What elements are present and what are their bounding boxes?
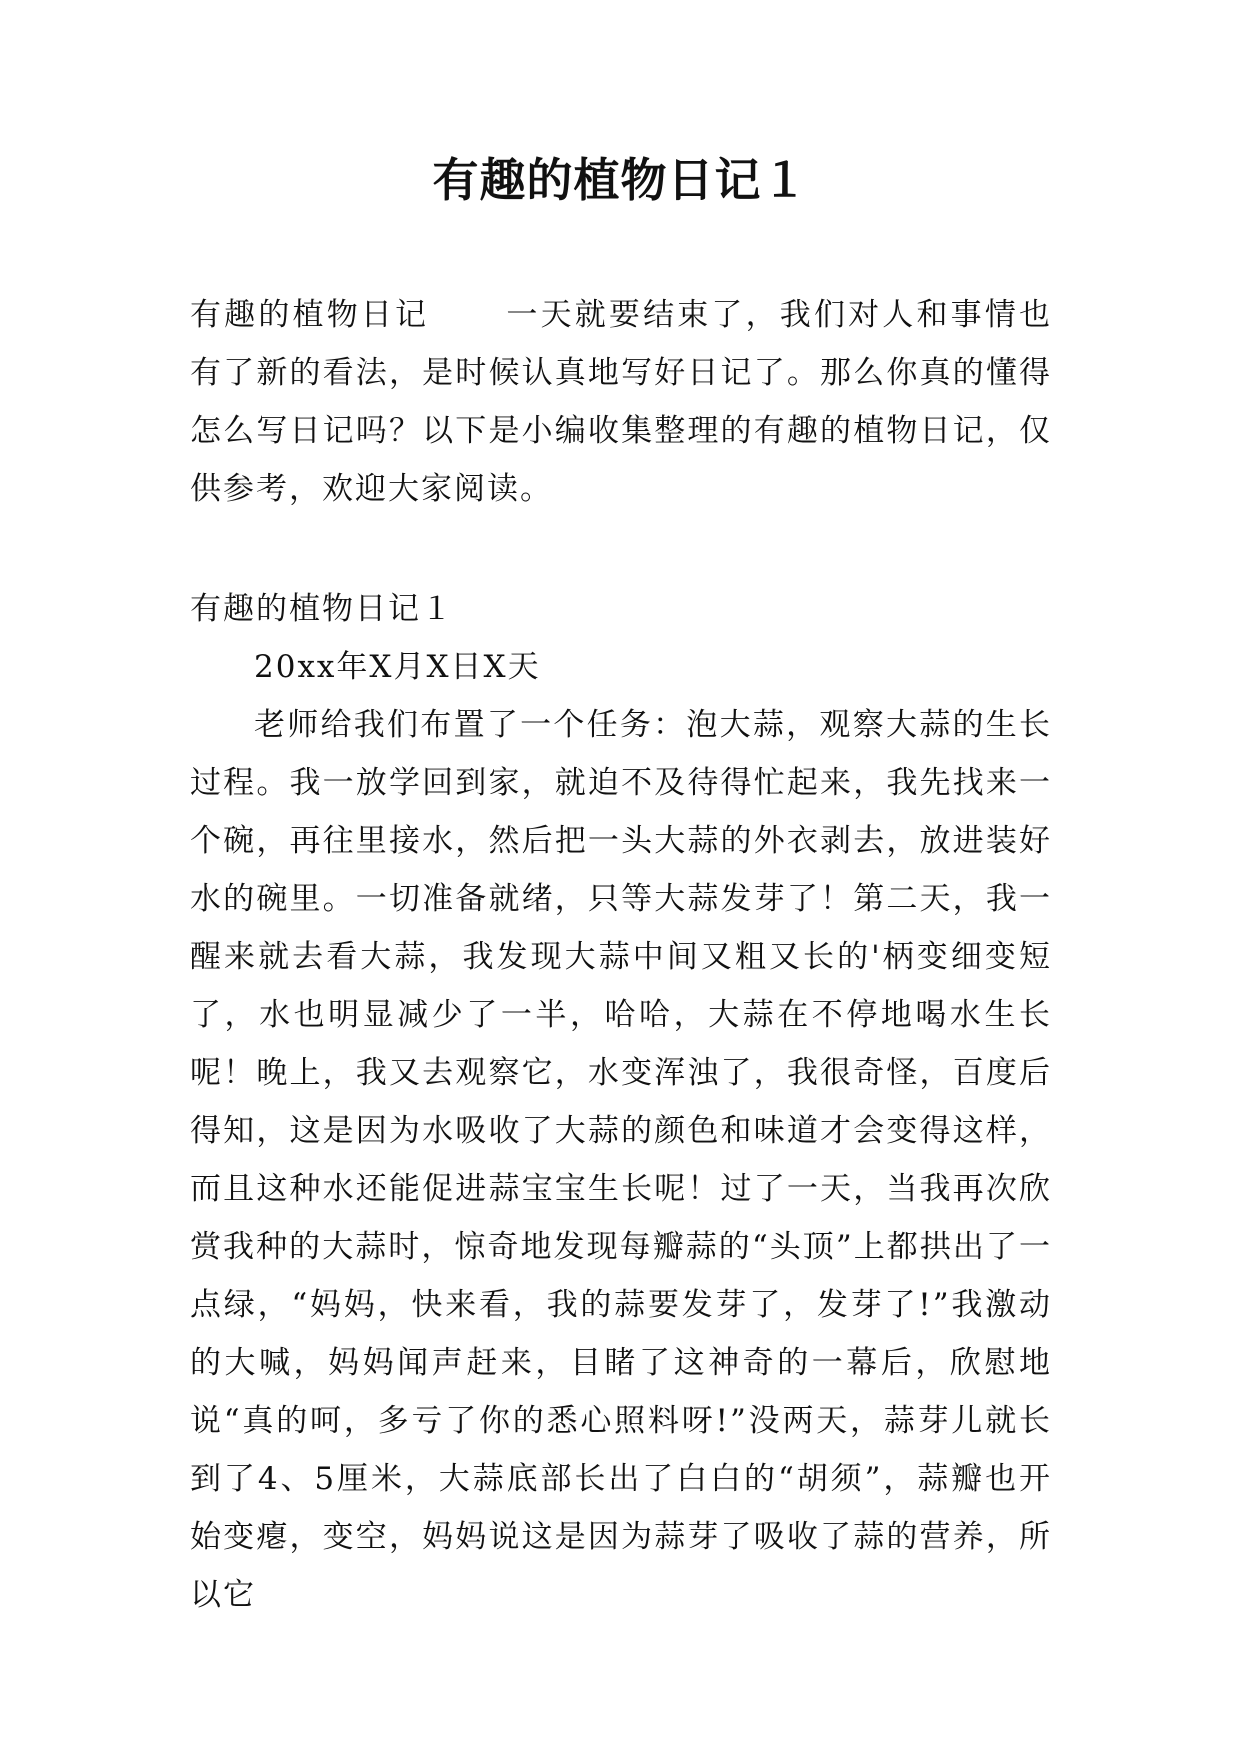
intro-text: 一天就要结束了，我们对人和事情也有了新的看法，是时候认真地写好日记了。那么你真的懂得怎么写日记吗？以下是小编收集整理的有趣的植物日记，仅供参考，欢迎大家阅读。 xyxy=(190,297,1052,507)
document-title: 有趣的植物日记１ xyxy=(432,153,809,207)
intro-lead: 有趣的植物日记 xyxy=(190,297,430,333)
intro-paragraph xyxy=(190,286,1052,518)
diary-paragraph: 老师给我们布置了一个任务：泡大蒜，观察大蒜的生长过程。我一放学回到家，就迫不及待得忙起来，我先找来一个碗，再往里接水，然后把一头大蒜的外衣剥去，放进装好水的碗里。一切准备就绪，只等大蒜发芽了！第二天，我一醒来就去看大蒜，我发现大蒜中间又粗又长的'柄变细变短了，水也明显减少了一半，哈哈，大蒜在不停地喝水生长呢！晚上，我又去观察它，水变浑浊了，我很奇怪，百度后得知，这是因为水吸收了大蒜的颜色和味道才会变得这样，而且这种水还能促进蒜宝宝生长呢！过了一天，当我再次欣赏我种的大蒜时，惊奇地发现每瓣蒜的“头顶”上都拱出了一点绿，“妈妈，快来看，我的蒜要发芽了，发芽了!”我激动的大喊，妈妈闻声赶来，目睹了这神奇的一幕后，欣慰地说“真的呵，多亏了你的悉心照料呀!”没两天，蒜芽儿就长到了4、5厘米，大蒜底部长出了白白的“胡须”，蒜瓣也开始变瘪，变空，妈妈说这是因为蒜芽了吸收了蒜的营养，所以它 xyxy=(190,707,1052,1613)
section-heading: 有趣的植物日记１ xyxy=(190,591,454,627)
diary-date: 20xx年X月X日X天 xyxy=(254,649,541,685)
